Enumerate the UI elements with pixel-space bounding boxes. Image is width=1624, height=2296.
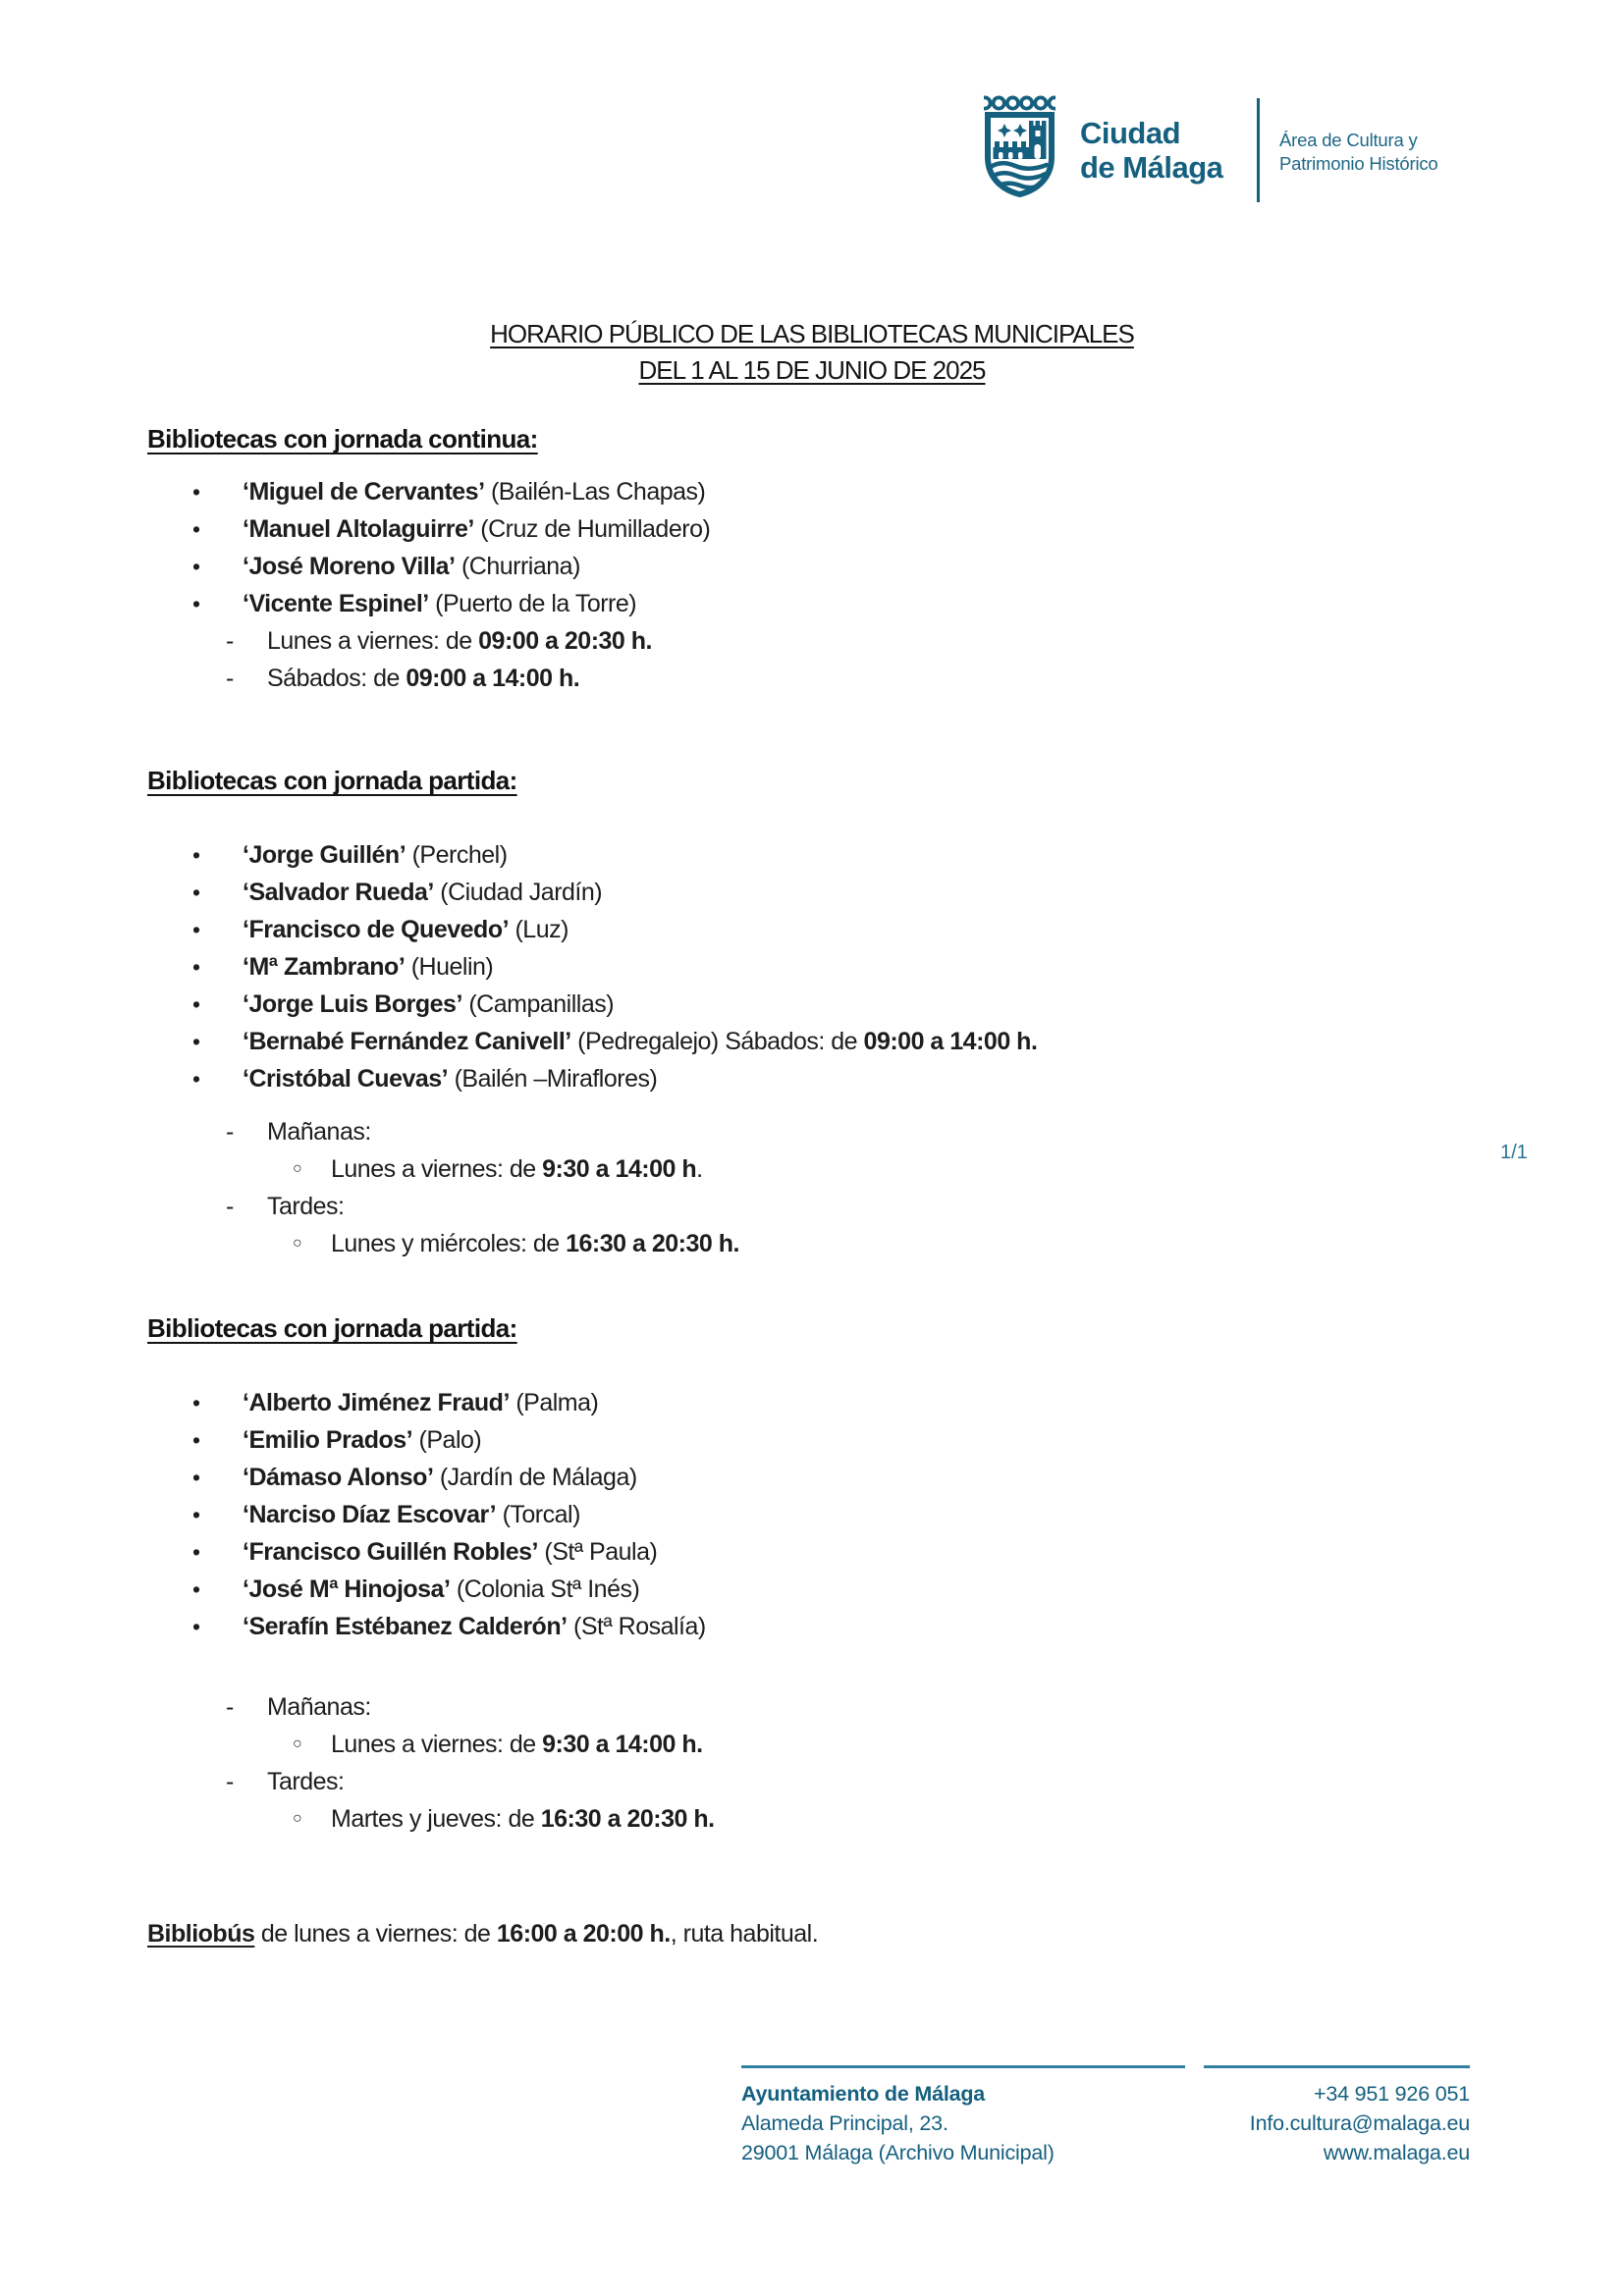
text-segment: (Stª Paula): [537, 1538, 658, 1566]
dept-line2: Patrimonio Histórico: [1279, 153, 1438, 174]
list-item: [147, 548, 1502, 585]
department-name: [1279, 129, 1438, 176]
section-list: [147, 473, 1502, 697]
list-item-text: [147, 1533, 1502, 1571]
circle-icon: ○: [293, 1735, 302, 1752]
text-segment: ‘Jorge Luis Borges’: [243, 990, 462, 1018]
list-item: [147, 1763, 1502, 1800]
text-segment: 9:30 a 14:00 h.: [542, 1731, 703, 1758]
list-item-text: [147, 510, 1502, 548]
list-item-text: [147, 1225, 1502, 1262]
list-item-text: [147, 911, 1502, 948]
text-segment: ‘Salvador Rueda’: [243, 879, 434, 906]
text-segment: , ruta habitual.: [670, 1920, 819, 1948]
list-item-text: [147, 986, 1502, 1023]
bullet-icon: •: [192, 1427, 200, 1453]
list-item: [147, 948, 1502, 986]
text-segment: (Bailén-Las Chapas): [484, 478, 706, 506]
text-segment: 16:30 a 20:30 h.: [540, 1805, 715, 1833]
list-item: [147, 1800, 1502, 1838]
list-item-text: [147, 836, 1502, 874]
text-segment: ‘Emilio Prados’: [243, 1426, 413, 1454]
text-segment: (Ciudad Jardín): [433, 879, 603, 906]
text-segment: Lunes a viernes: de: [331, 1731, 543, 1758]
list-item: [147, 1060, 1502, 1097]
list-item: [147, 473, 1502, 510]
text-segment: (Luz): [509, 916, 568, 943]
bullet-icon: •: [192, 591, 200, 616]
list-item-text: [147, 1188, 1502, 1225]
text-segment: Mañanas:: [267, 1118, 371, 1146]
list-item-text: [147, 548, 1502, 585]
text-segment: de lunes a viernes: de: [254, 1920, 497, 1948]
text-segment: (Pedregalejo) Sábados: de: [570, 1028, 864, 1055]
text-segment: (Colonia Stª Inés): [450, 1575, 640, 1603]
section-1: [147, 766, 1502, 1262]
text-segment: ‘Francisco de Quevedo’: [243, 916, 510, 943]
list-item: [147, 836, 1502, 874]
text-segment: (Stª Rosalía): [567, 1613, 706, 1640]
text-segment: (Jardín de Málaga): [433, 1464, 637, 1491]
bullet-icon: •: [192, 479, 200, 505]
list-item: [147, 1150, 1502, 1188]
malaga-shield-icon: [984, 95, 1056, 200]
list-spacer: [147, 1097, 1502, 1113]
bullet-icon: •: [192, 1066, 200, 1092]
text-segment: (Churriana): [455, 553, 580, 580]
footer-line: www.malaga.eu: [1323, 2141, 1470, 2164]
text-segment: (Huelin): [405, 953, 494, 981]
list-item: [147, 1459, 1502, 1496]
bullet-icon: •: [192, 880, 200, 905]
list-item: [147, 911, 1502, 948]
dash-icon: -: [226, 1693, 234, 1721]
list-item-text: [147, 585, 1502, 622]
text-segment: ‘Jorge Guillén’: [243, 841, 406, 869]
circle-icon: ○: [293, 1235, 302, 1252]
list-item-text: [147, 1060, 1502, 1097]
bullet-icon: •: [192, 516, 200, 542]
bullet-icon: •: [192, 554, 200, 579]
section-2: [147, 1313, 1502, 1838]
list-item: [147, 1608, 1502, 1645]
list-item-text: [147, 660, 1502, 697]
text-segment: (Campanillas): [461, 990, 615, 1018]
text-segment: 9:30 a 14:00 h: [542, 1155, 697, 1183]
list-item-text: [147, 1726, 1502, 1763]
bullet-icon: •: [192, 1390, 200, 1415]
dash-icon: -: [226, 627, 234, 655]
list-item: [147, 510, 1502, 548]
bibliobus-line: [147, 1920, 818, 1949]
bullet-icon: •: [192, 917, 200, 942]
text-segment: ‘Miguel de Cervantes’: [243, 478, 485, 506]
text-segment: Tardes:: [267, 1768, 345, 1795]
text-segment: (Palo): [412, 1426, 482, 1454]
text-segment: 09:00 a 20:30 h.: [478, 627, 652, 655]
section-list: [147, 1384, 1502, 1838]
list-item-text: [147, 1763, 1502, 1800]
page-number: 1/1: [1500, 1142, 1528, 1163]
section-heading: Bibliotecas con jornada continua:: [147, 424, 538, 454]
list-item-text: [147, 1496, 1502, 1533]
header-divider: [1257, 98, 1260, 202]
dash-icon: -: [226, 1193, 234, 1220]
dash-icon: -: [226, 1768, 234, 1795]
text-segment: Sábados: de: [267, 665, 406, 692]
list-item-text: [147, 1800, 1502, 1838]
text-segment: ‘José Mª Hinojosa’: [243, 1575, 451, 1603]
text-segment: (Cruz de Humilladero): [473, 515, 711, 543]
text-segment: ‘Alberto Jiménez Fraud’: [243, 1389, 510, 1416]
text-segment: ‘Mª Zambrano’: [243, 953, 406, 981]
text-segment: 09:00 a 14:00 h.: [863, 1028, 1038, 1055]
list-item-text: [147, 473, 1502, 510]
text-segment: 16:30 a 20:30 h.: [566, 1230, 739, 1257]
title-line1: HORARIO PÚBLICO DE LAS BIBLIOTECAS MUNICIPALES: [490, 319, 1134, 348]
bullet-icon: •: [192, 1539, 200, 1565]
footer-line: 29001 Málaga (Archivo Municipal): [741, 2141, 1055, 2164]
bullet-icon: •: [192, 1614, 200, 1639]
list-item: [147, 1496, 1502, 1533]
text-segment: 16:00 a 20:00 h.: [496, 1920, 671, 1948]
text-segment: Bibliobús: [147, 1920, 255, 1948]
text-segment: ‘Dámaso Alonso’: [243, 1464, 434, 1491]
text-segment: ‘Cristóbal Cuevas’: [243, 1065, 449, 1093]
text-segment: Lunes a viernes: de: [331, 1155, 543, 1183]
footer-address: [741, 2079, 1055, 2167]
list-item: [147, 1384, 1502, 1421]
list-item: [147, 1421, 1502, 1459]
list-item-text: [147, 874, 1502, 911]
list-item-text: [147, 1421, 1502, 1459]
text-segment: Mañanas:: [267, 1693, 371, 1721]
section-0: [147, 424, 1502, 697]
brand-line1: Ciudad: [1080, 116, 1181, 150]
footer-line: Info.cultura@malaga.eu: [1249, 2111, 1470, 2135]
text-segment: ‘Manuel Altolaguirre’: [243, 515, 474, 543]
list-item: [147, 874, 1502, 911]
list-item-text: [147, 1023, 1502, 1060]
footer-rule-right: [1204, 2065, 1470, 2068]
text-segment: ‘Francisco Guillén Robles’: [243, 1538, 538, 1566]
document-title: [0, 316, 1624, 389]
bullet-icon: •: [192, 954, 200, 980]
text-segment: .: [696, 1155, 703, 1183]
text-segment: 09:00 a 14:00 h.: [406, 665, 580, 692]
text-segment: Martes y jueves: de: [331, 1805, 541, 1833]
list-item: [147, 660, 1502, 697]
text-segment: Lunes y miércoles: de: [331, 1230, 567, 1257]
text-segment: ‘Vicente Espinel’: [243, 590, 429, 617]
list-spacer: [147, 1645, 1502, 1688]
list-item-text: [147, 948, 1502, 986]
circle-icon: ○: [293, 1810, 302, 1827]
text-segment: Lunes a viernes: de: [267, 627, 479, 655]
section-list: [147, 836, 1502, 1262]
text-segment: Tardes:: [267, 1193, 345, 1220]
bullet-icon: •: [192, 1029, 200, 1054]
list-item: [147, 1023, 1502, 1060]
footer-contact: [1250, 2079, 1470, 2167]
footer-rule-left: [741, 2065, 1185, 2068]
text-segment: (Perchel): [406, 841, 508, 869]
brand-line2: de Málaga: [1080, 150, 1223, 185]
dash-icon: -: [226, 1118, 234, 1146]
list-item-text: [147, 1459, 1502, 1496]
list-item: [147, 585, 1502, 622]
list-item: [147, 986, 1502, 1023]
circle-icon: ○: [293, 1160, 302, 1177]
text-segment: ‘Narciso Díaz Escovar’: [243, 1501, 497, 1528]
dept-line1: Área de Cultura y: [1279, 130, 1418, 150]
list-item: [147, 1688, 1502, 1726]
list-item-text: [147, 1150, 1502, 1188]
list-item: [147, 622, 1502, 660]
bullet-icon: •: [192, 1465, 200, 1490]
list-item-text: [147, 1113, 1502, 1150]
list-item: [147, 1726, 1502, 1763]
text-segment: (Palma): [509, 1389, 599, 1416]
footer-line: Alameda Principal, 23.: [741, 2111, 948, 2135]
list-item-text: [147, 1384, 1502, 1421]
text-segment: (Bailén –Miraflores): [448, 1065, 658, 1093]
list-item-text: [147, 1608, 1502, 1645]
text-segment: ‘Serafín Estébanez Calderón’: [243, 1613, 568, 1640]
list-item-text: [147, 622, 1502, 660]
list-item: [147, 1113, 1502, 1150]
list-item: [147, 1225, 1502, 1262]
footer-line: +34 951 926 051: [1313, 2082, 1470, 2106]
dash-icon: -: [226, 665, 234, 692]
section-heading: Bibliotecas con jornada partida:: [147, 766, 517, 795]
list-item: [147, 1571, 1502, 1608]
list-item-text: [147, 1571, 1502, 1608]
section-heading: Bibliotecas con jornada partida:: [147, 1313, 517, 1343]
bullet-icon: •: [192, 991, 200, 1017]
bullet-icon: •: [192, 1502, 200, 1527]
text-segment: (Torcal): [496, 1501, 580, 1528]
footer-line: Ayuntamiento de Málaga: [741, 2082, 986, 2106]
title-line2: DEL 1 AL 15 DE JUNIO DE 2025: [638, 355, 986, 385]
text-segment: ‘José Moreno Villa’: [243, 553, 456, 580]
text-segment: ‘Bernabé Fernández Canivell’: [243, 1028, 571, 1055]
list-item: [147, 1188, 1502, 1225]
list-item: [147, 1533, 1502, 1571]
bullet-icon: •: [192, 842, 200, 868]
text-segment: (Puerto de la Torre): [428, 590, 637, 617]
bullet-icon: •: [192, 1576, 200, 1602]
list-item-text: [147, 1688, 1502, 1726]
brand-name: [1080, 116, 1222, 185]
